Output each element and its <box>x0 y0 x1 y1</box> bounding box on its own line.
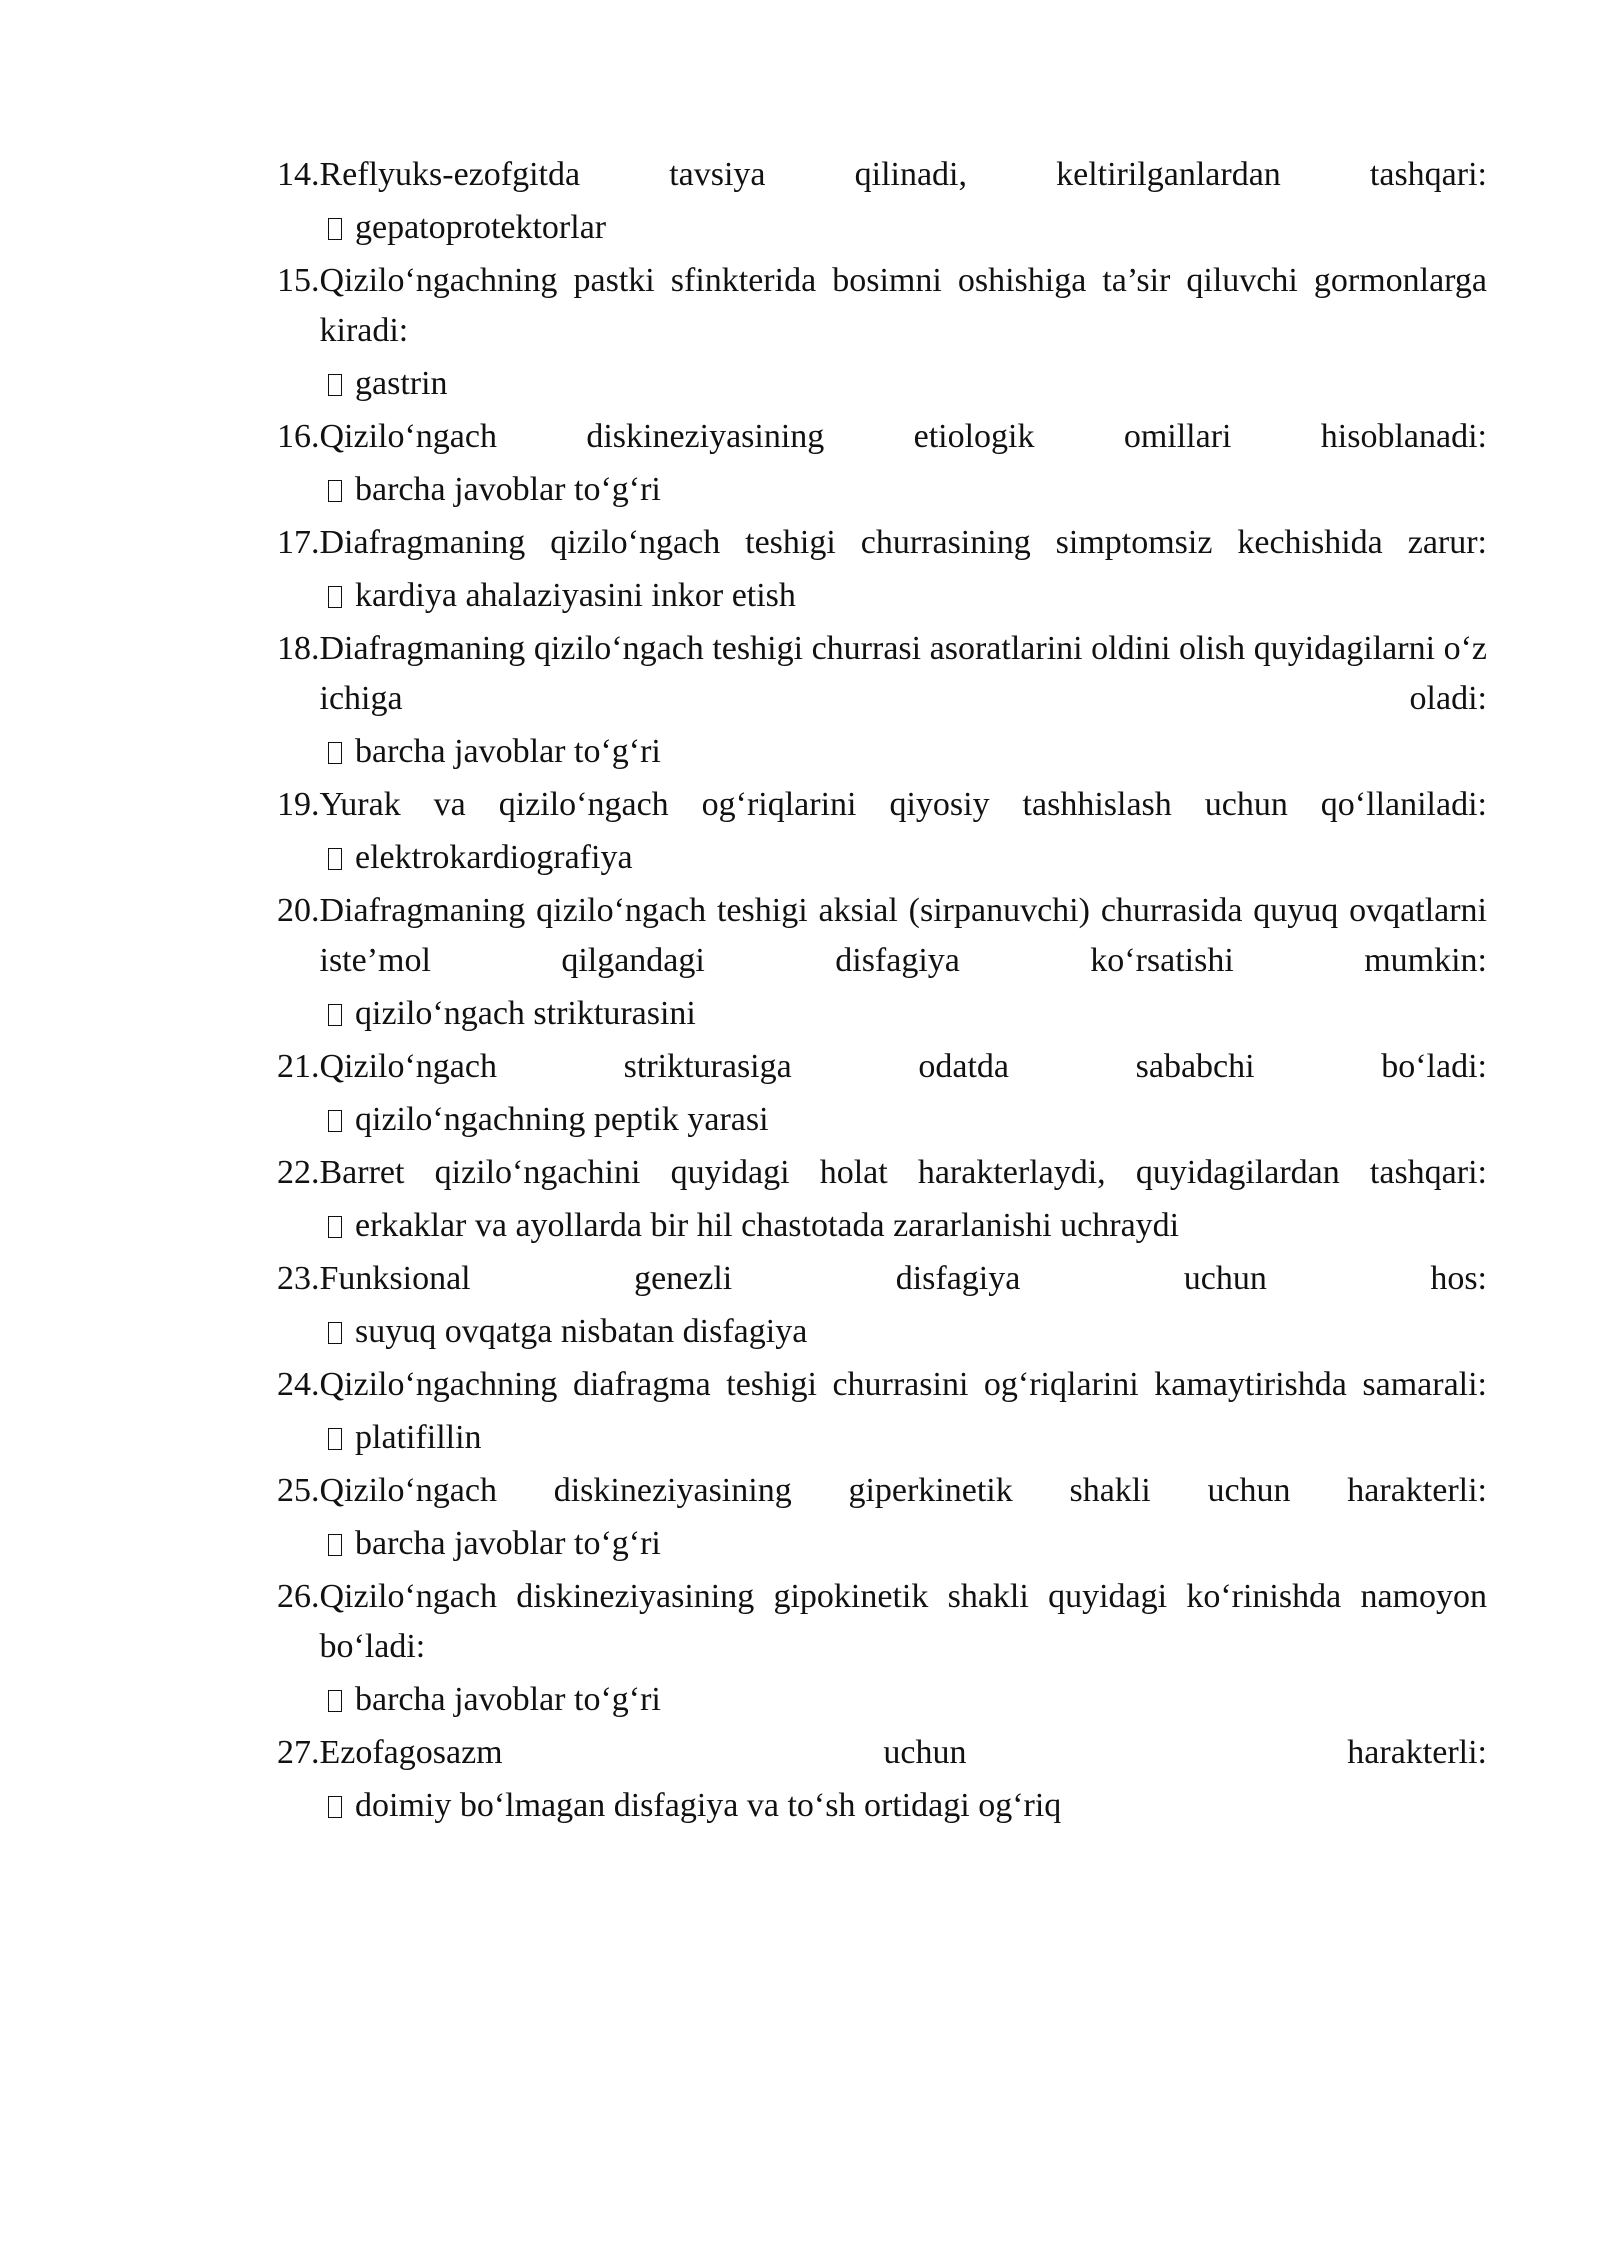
question-number: 27. <box>277 1734 320 1771</box>
answer-line <box>277 462 1487 518</box>
checkbox-icon <box>328 218 342 240</box>
question-number: 17. <box>277 524 320 561</box>
answer-text: suyuq ovqatga nisbatan disfagiya <box>355 1313 808 1350</box>
answer-line <box>277 356 1487 412</box>
answer-line <box>277 1198 1487 1254</box>
checkbox-icon <box>328 586 342 608</box>
checkbox-icon <box>328 1110 342 1132</box>
answer-line <box>277 200 1487 256</box>
question-number: 15. <box>277 262 320 299</box>
question-line <box>277 1148 1487 1198</box>
answer-line <box>277 1778 1487 1834</box>
answer-text: erkaklar va ayollarda bir hil chastotada zararlanishi uchraydi <box>355 1207 1180 1244</box>
question-text: Diafragmaning qizilo‘ngach teshigi churrasi asoratlarini oldini olish quyidagilarni o‘z ichiga oladi: <box>319 630 1487 717</box>
answer-text: gepatoprotektorlar <box>355 209 607 246</box>
question-item <box>277 1254 1487 1360</box>
question-text: Yurak va qizilo‘ngach og‘riqlarini qiyosiy tashhislash uchun qo‘llaniladi: <box>319 786 1487 823</box>
question-item <box>277 624 1487 780</box>
question-item <box>277 518 1487 624</box>
question-number: 18. <box>277 630 320 667</box>
question-item <box>277 1572 1487 1728</box>
answer-line <box>277 830 1487 886</box>
question-item <box>277 1466 1487 1572</box>
question-number: 25. <box>277 1472 320 1509</box>
question-number: 14. <box>277 156 320 193</box>
checkbox-icon <box>328 1428 342 1450</box>
question-text: Qizilo‘ngachning pastki sfinkterida bosimni oshishiga ta’sir qiluvchi gormonlarga kiradi: <box>319 262 1487 349</box>
question-text: Funksional genezli disfagiya uchun hos: <box>319 1260 1487 1297</box>
answer-text: kardiya ahalaziyasini inkor etish <box>355 577 796 614</box>
question-line <box>277 1042 1487 1092</box>
question-item <box>277 412 1487 518</box>
question-text: Ezofagosazm uchun harakterli: <box>319 1734 1487 1771</box>
question-item <box>277 150 1487 256</box>
checkbox-icon <box>328 374 342 396</box>
question-number: 20. <box>277 892 320 929</box>
answer-line <box>277 568 1487 624</box>
question-line <box>277 1572 1487 1672</box>
answer-text: barcha javoblar to‘g‘ri <box>355 1525 661 1562</box>
answer-line <box>277 1672 1487 1728</box>
checkbox-icon <box>328 1690 342 1712</box>
answer-text: qizilo‘ngach strikturasini <box>355 995 696 1032</box>
question-list <box>277 150 1487 1834</box>
answer-text: qizilo‘ngachning peptik yarasi <box>355 1101 769 1138</box>
question-number: 23. <box>277 1260 320 1297</box>
question-line <box>277 150 1487 200</box>
answer-line <box>277 1304 1487 1360</box>
question-item <box>277 1360 1487 1466</box>
question-number: 26. <box>277 1578 320 1615</box>
question-item <box>277 886 1487 1042</box>
question-number: 19. <box>277 786 320 823</box>
question-line <box>277 886 1487 986</box>
question-text: Diafragmaning qizilo‘ngach teshigi churrasining simptomsiz kechishida zarur: <box>319 524 1487 561</box>
question-text: Reflyuks-ezofgitda tavsiya qilinadi, keltirilganlardan tashqari: <box>319 156 1487 193</box>
question-text: Barret qizilo‘ngachini quyidagi holat harakterlaydi, quyidagilardan tashqari: <box>319 1154 1487 1191</box>
question-number: 16. <box>277 418 320 455</box>
answer-text: barcha javoblar to‘g‘ri <box>355 471 661 508</box>
checkbox-icon <box>328 1796 342 1818</box>
answer-line <box>277 1516 1487 1572</box>
question-text: Qizilo‘ngach strikturasiga odatda sababchi bo‘ladi: <box>319 1048 1487 1085</box>
question-number: 24. <box>277 1366 320 1403</box>
answer-text: doimiy bo‘lmagan disfagiya va to‘sh ortidagi og‘riq <box>355 1787 1062 1824</box>
checkbox-icon <box>328 742 342 764</box>
question-line <box>277 780 1487 830</box>
answer-line <box>277 986 1487 1042</box>
question-item <box>277 1148 1487 1254</box>
answer-text: barcha javoblar to‘g‘ri <box>355 1681 661 1718</box>
question-number: 21. <box>277 1048 320 1085</box>
answer-line <box>277 1410 1487 1466</box>
checkbox-icon <box>328 1004 342 1026</box>
question-line <box>277 1360 1487 1410</box>
answer-text: barcha javoblar to‘g‘ri <box>355 733 661 770</box>
question-item <box>277 256 1487 412</box>
answer-line <box>277 724 1487 780</box>
answer-line <box>277 1092 1487 1148</box>
question-item <box>277 780 1487 886</box>
question-line <box>277 624 1487 724</box>
checkbox-icon <box>328 1216 342 1238</box>
checkbox-icon <box>328 1322 342 1344</box>
answer-text: elektrokardiografiya <box>355 839 633 876</box>
checkbox-icon <box>328 1534 342 1556</box>
question-line <box>277 256 1487 356</box>
question-text: Qizilo‘ngach diskineziyasining gipokinetik shakli quyidagi ko‘rinishda namoyon bo‘ladi: <box>319 1578 1487 1665</box>
question-text: Diafragmaning qizilo‘ngach teshigi aksial (sirpanuvchi) churrasida quyuq ovqatlarni iste’mol qilgandagi disfagiya ko‘rsatishi mumkin: <box>319 892 1487 979</box>
answer-text: platifillin <box>355 1419 482 1456</box>
question-line <box>277 1728 1487 1778</box>
question-text: Qizilo‘ngach diskineziyasining etiologik omillari hisoblanadi: <box>319 418 1487 455</box>
question-line <box>277 518 1487 568</box>
question-line <box>277 1254 1487 1304</box>
question-line <box>277 1466 1487 1516</box>
checkbox-icon <box>328 480 342 502</box>
answer-text: gastrin <box>355 365 448 402</box>
checkbox-icon <box>328 848 342 870</box>
question-number: 22. <box>277 1154 320 1191</box>
question-line <box>277 412 1487 462</box>
question-text: Qizilo‘ngachning diafragma teshigi churrasini og‘riqlarini kamaytirishda samarali: <box>319 1366 1487 1403</box>
question-item <box>277 1042 1487 1148</box>
question-text: Qizilo‘ngach diskineziyasining giperkinetik shakli uchun harakterli: <box>319 1472 1487 1509</box>
question-item <box>277 1728 1487 1834</box>
